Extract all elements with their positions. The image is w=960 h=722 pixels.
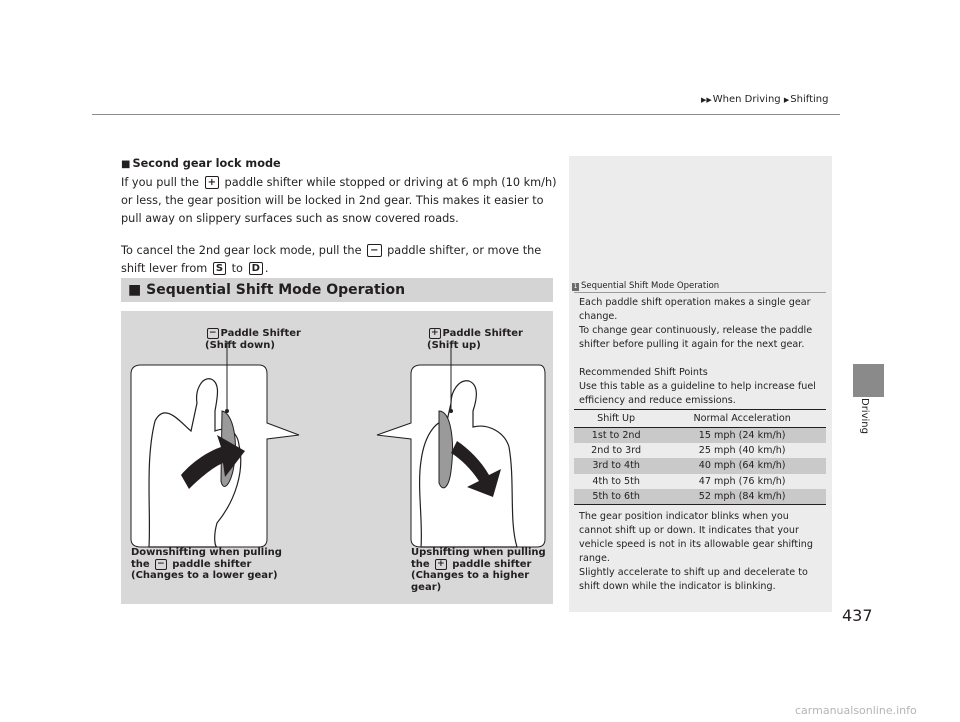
downshift-caption: Downshifting when pulling the − paddle shifter (Changes to a lower gear) [131,547,282,581]
minus-key-icon: − [209,328,217,338]
downshift-label: − Paddle Shifter (Shift down) [205,328,301,351]
table-row: 2nd to 3rd 25 mph (40 km/h) [591,445,786,457]
left-paddle-marker [225,409,229,413]
chapter-tab [853,364,884,397]
d-key-icon: D [249,262,263,275]
table-row: 3rd to 4th 40 mph (64 km/h) [574,458,826,473]
table-header-row [574,410,826,428]
shift-points-table [574,409,826,505]
second-gear-section [121,155,561,278]
column-header-shift-up: Shift Up [574,410,658,428]
second-gear-heading: ■ Second gear lock mode [121,157,281,170]
watermark[interactable]: carmanualsonline.info [795,704,917,717]
right-paddle-marker [449,409,453,413]
plus-key-icon: + [431,328,439,338]
second-gear-paragraph-1: If you pull the + paddle shifter while stopped or driving at 6 mph (10 km/h) or less, the gear position will be locked in 2nd gear. This makes it easier to pull away on slippery surfaces such as snow covered roads. [121,176,557,225]
note-title: 1 Sequential Shift Mode Operation [573,281,720,291]
plus-key-icon: + [205,176,219,189]
breadcrumb-item-when-driving[interactable]: When Driving [712,94,781,105]
upshift-label: + Paddle Shifter (Shift up) [427,328,523,351]
page-number: 437 [842,606,873,625]
minus-key-icon: − [157,558,165,569]
minus-key-icon: − [367,244,381,257]
square-bullet-icon: ■ [128,282,142,298]
paddle-shifter-figure [121,311,553,604]
breadcrumb-arrow-icon: ▶ [781,96,790,104]
breadcrumb-arrow-icon: ▶▶ [701,96,712,104]
chapter-label: Driving [859,398,870,434]
s-key-icon: S [213,262,226,275]
upshift-caption: Upshifting when pulling the + paddle shifter (Changes to a higher gear) [411,547,546,593]
square-bullet-icon: ■ [121,159,131,170]
note-text: Each paddle shift operation makes a single gear change. To change gear continuously, release the paddle shifter before pulling it again for the next gear. Recommended Shift Points Use this table as a guideline to help increase fuel efficiency and reduce emissions. [579,297,816,406]
table-row: 1st to 2nd 15 mph (24 km/h) [574,428,826,444]
second-gear-paragraph-2: To cancel the 2nd gear lock mode, pull the − paddle shifter, or move the shift lever from S to D . [121,244,542,275]
header-divider [92,114,840,115]
breadcrumb-item-shifting[interactable]: Shifting [790,94,829,105]
table-row: 5th to 6th 52 mph (84 km/h) [574,489,826,505]
note-text-bottom: The gear position indicator blinks when you cannot shift up or down. It indicates that your vehicle speed is not in its allowable gear shifting range. Slightly accelerate to shift up and decelerate to shift down while the indicator is blinking. [579,511,813,592]
plus-key-icon: + [437,558,445,569]
table-row: 4th to 5th 47 mph (76 km/h) [592,475,786,487]
note-ref-icon: 1 [573,283,578,290]
column-header-normal-acceleration: Normal Acceleration [658,410,826,428]
note-divider [574,292,826,293]
section-title: ■ Sequential Shift Mode Operation [128,282,406,298]
breadcrumb [700,94,828,105]
